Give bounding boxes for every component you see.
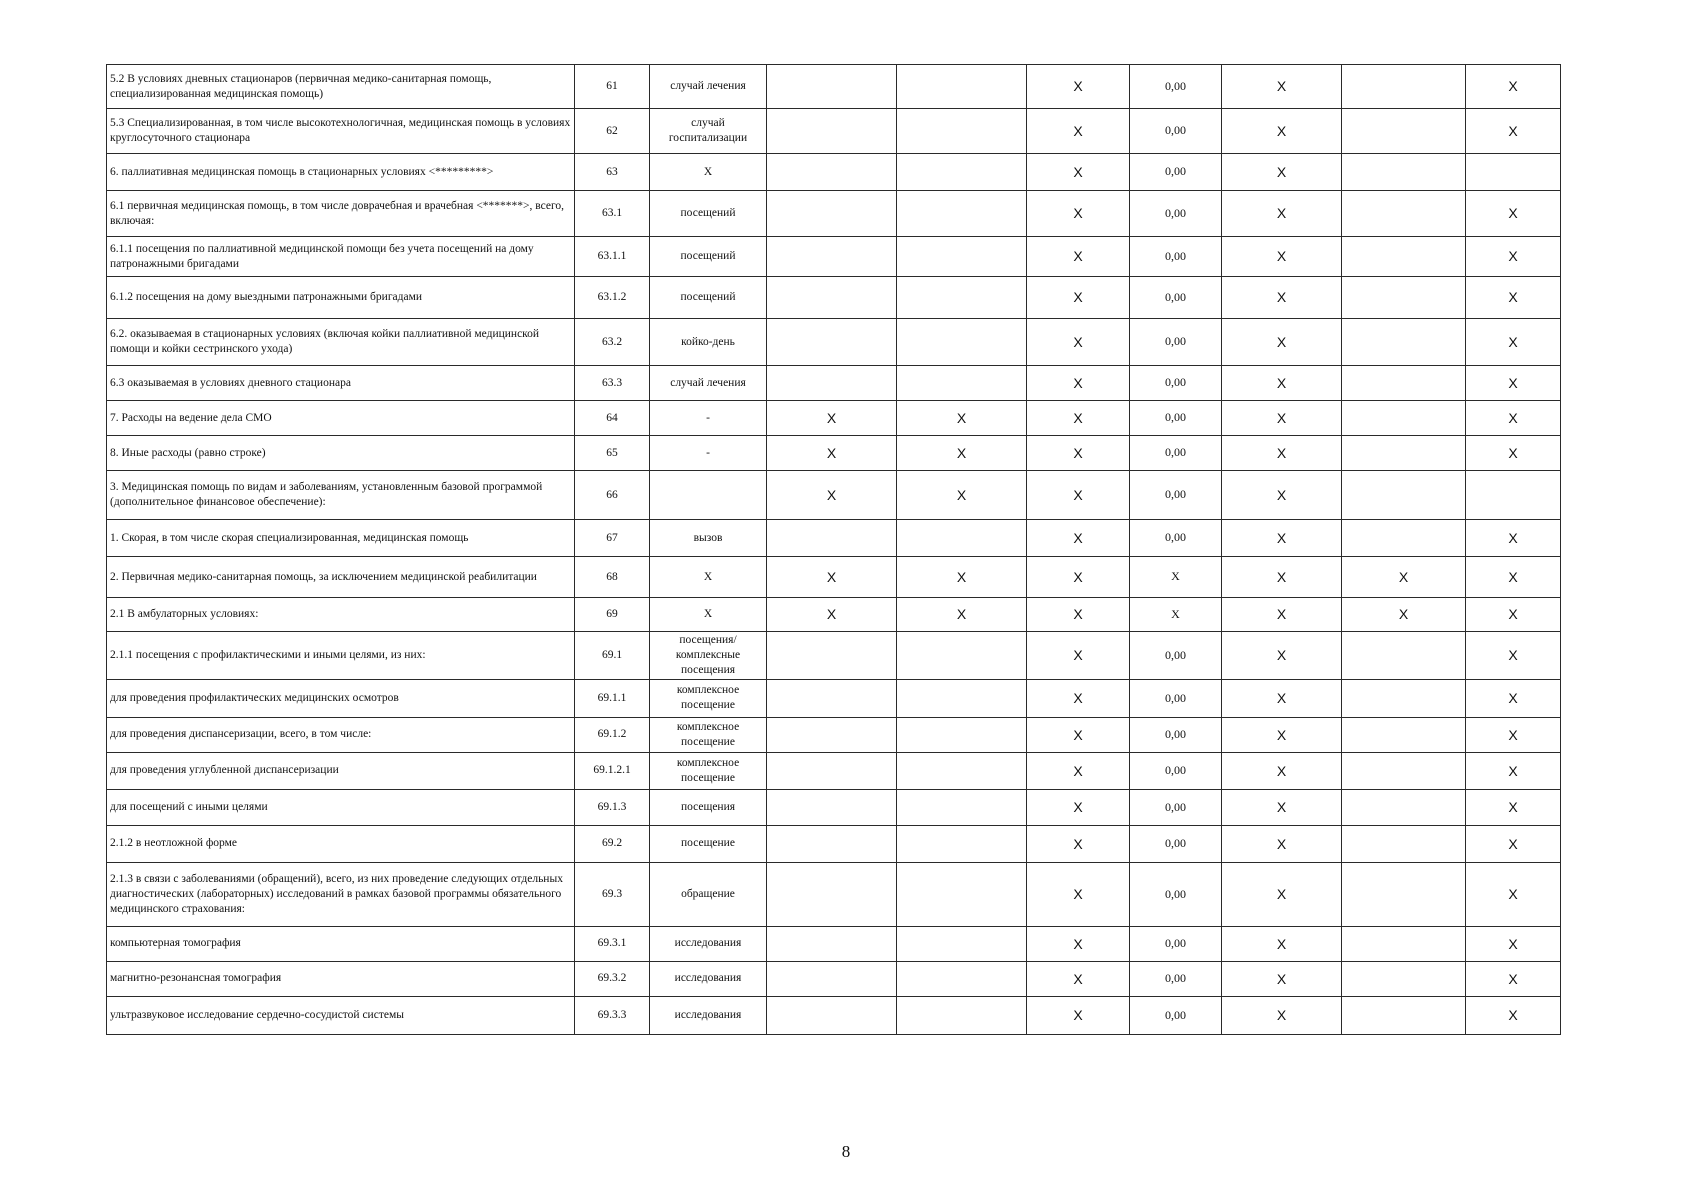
cell-col9 (1342, 191, 1466, 237)
cell-col7: 0,00 (1130, 436, 1222, 471)
table-row (107, 109, 1561, 154)
cell-col7: 0,00 (1130, 319, 1222, 366)
row-unit: вызов (650, 520, 767, 557)
row-name: 2.1.3 в связи с заболеваниями (обращений), всего, из них проведение следующих отдельных диагностических (лабораторных) исследований в рамках базовой программы обязательного медицинского страхования: (107, 862, 575, 926)
row-name: 2.1 В амбулаторных условиях: (107, 598, 575, 632)
cell-col9 (1342, 65, 1466, 109)
row-name: для проведения диспансеризации, всего, в том числе: (107, 717, 575, 752)
cell-col8: X (1222, 191, 1342, 237)
cell-col4 (767, 191, 897, 237)
cell-col7: 0,00 (1130, 996, 1222, 1034)
cell-col6: X (1027, 237, 1130, 277)
cell-col4 (767, 109, 897, 154)
row-name: 2.1.1 посещения с профилактическими и иными целями, из них: (107, 632, 575, 680)
cell-col9 (1342, 752, 1466, 789)
row-unit: X (650, 557, 767, 598)
table-row (107, 436, 1561, 471)
cell-col9 (1342, 926, 1466, 961)
table-row (107, 961, 1561, 996)
row-name: 6.2. оказываемая в стационарных условиях (включая койки паллиативной медицинской помощи и койки сестринского ухода) (107, 319, 575, 366)
cell-col6: X (1027, 154, 1130, 191)
cell-col8: X (1222, 557, 1342, 598)
table-row (107, 65, 1561, 109)
cell-col10: X (1466, 752, 1561, 789)
row-unit: случай лечения (650, 366, 767, 401)
cell-col6: X (1027, 632, 1130, 680)
row-unit: X (650, 154, 767, 191)
cell-col7: 0,00 (1130, 237, 1222, 277)
row-code: 69.1 (575, 632, 650, 680)
row-name: 5.3 Специализированная, в том числе высокотехнологичная, медицинская помощь в условиях круглосуточного стационара (107, 109, 575, 154)
cell-col6: X (1027, 520, 1130, 557)
row-name: 6.1.1 посещения по паллиативной медицинской помощи без учета посещений на дому патронажными бригадами (107, 237, 575, 277)
cell-col9 (1342, 961, 1466, 996)
cell-col5 (897, 520, 1027, 557)
cell-col9 (1342, 319, 1466, 366)
row-unit: посещения (650, 789, 767, 825)
cell-col10: X (1466, 65, 1561, 109)
cell-col10: X (1466, 598, 1561, 632)
table-row (107, 996, 1561, 1034)
row-code: 63 (575, 154, 650, 191)
cell-col8: X (1222, 154, 1342, 191)
row-code: 69.1.1 (575, 679, 650, 717)
cell-col5 (897, 789, 1027, 825)
cell-col8: X (1222, 401, 1342, 436)
cell-col6: X (1027, 65, 1130, 109)
cell-col6: X (1027, 557, 1130, 598)
cell-col8: X (1222, 679, 1342, 717)
table-row (107, 557, 1561, 598)
cell-col8: X (1222, 961, 1342, 996)
cell-col10: X (1466, 520, 1561, 557)
row-name: магнитно-резонансная томография (107, 961, 575, 996)
cell-col4: X (767, 436, 897, 471)
cell-col7: 0,00 (1130, 401, 1222, 436)
row-name: 6. паллиативная медицинская помощь в стационарных условиях <*********> (107, 154, 575, 191)
row-name: для проведения углубленной диспансеризации (107, 752, 575, 789)
cell-col5: X (897, 401, 1027, 436)
cell-col10: X (1466, 632, 1561, 680)
cell-col6: X (1027, 598, 1130, 632)
cell-col9 (1342, 401, 1466, 436)
cell-col10 (1466, 154, 1561, 191)
table-row (107, 277, 1561, 319)
row-name: для посещений с иными целями (107, 789, 575, 825)
row-code: 65 (575, 436, 650, 471)
cell-col8: X (1222, 632, 1342, 680)
cell-col8: X (1222, 366, 1342, 401)
cell-col8: X (1222, 471, 1342, 520)
cell-col10: X (1466, 319, 1561, 366)
cell-col6: X (1027, 789, 1130, 825)
cell-col7: X (1130, 598, 1222, 632)
cell-col5 (897, 825, 1027, 862)
cell-col4: X (767, 557, 897, 598)
table-row (107, 520, 1561, 557)
cell-col5: X (897, 436, 1027, 471)
cell-col4 (767, 277, 897, 319)
row-unit: комплексное посещение (650, 752, 767, 789)
cell-col6: X (1027, 679, 1130, 717)
cell-col9 (1342, 366, 1466, 401)
cell-col9 (1342, 520, 1466, 557)
row-code: 64 (575, 401, 650, 436)
cell-col5 (897, 961, 1027, 996)
row-unit: посещений (650, 191, 767, 237)
cell-col6: X (1027, 277, 1130, 319)
row-unit: X (650, 598, 767, 632)
cell-col8: X (1222, 598, 1342, 632)
cell-col6: X (1027, 366, 1130, 401)
cell-col4 (767, 789, 897, 825)
row-unit: комплексное посещение (650, 679, 767, 717)
cell-col4 (767, 520, 897, 557)
cell-col10: X (1466, 366, 1561, 401)
cell-col5 (897, 191, 1027, 237)
cell-col10 (1466, 471, 1561, 520)
cell-col8: X (1222, 862, 1342, 926)
cell-col5: X (897, 557, 1027, 598)
cell-col7: 0,00 (1130, 961, 1222, 996)
row-code: 69.3.2 (575, 961, 650, 996)
row-unit: исследования (650, 961, 767, 996)
row-unit: посещения/ комплексные посещения (650, 632, 767, 680)
cell-col7: 0,00 (1130, 862, 1222, 926)
row-unit: случай лечения (650, 65, 767, 109)
row-unit: комплексное посещение (650, 717, 767, 752)
row-code: 69.3.3 (575, 996, 650, 1034)
table-row (107, 598, 1561, 632)
cell-col9: X (1342, 598, 1466, 632)
cell-col5 (897, 926, 1027, 961)
row-name: 2.1.2 в неотложной форме (107, 825, 575, 862)
row-unit: койко-день (650, 319, 767, 366)
cell-col10: X (1466, 996, 1561, 1034)
cell-col10: X (1466, 789, 1561, 825)
cell-col9 (1342, 825, 1466, 862)
row-code: 63.1.2 (575, 277, 650, 319)
cell-col9 (1342, 679, 1466, 717)
cell-col8: X (1222, 109, 1342, 154)
row-name: 2. Первичная медико-санитарная помощь, за исключением медицинской реабилитации (107, 557, 575, 598)
cell-col7: 0,00 (1130, 154, 1222, 191)
cell-col10: X (1466, 961, 1561, 996)
cell-col6: X (1027, 862, 1130, 926)
table-row (107, 789, 1561, 825)
row-unit (650, 471, 767, 520)
cell-col6: X (1027, 996, 1130, 1034)
row-name: для проведения профилактических медицинских осмотров (107, 679, 575, 717)
cell-col9 (1342, 632, 1466, 680)
cell-col4 (767, 679, 897, 717)
cell-col4 (767, 825, 897, 862)
table-row (107, 862, 1561, 926)
row-name: 6.1.2 посещения на дому выездными патронажными бригадами (107, 277, 575, 319)
table-row (107, 237, 1561, 277)
table-row (107, 191, 1561, 237)
table-row (107, 319, 1561, 366)
cell-col6: X (1027, 825, 1130, 862)
cell-col9: X (1342, 557, 1466, 598)
row-code: 63.1 (575, 191, 650, 237)
table-row (107, 679, 1561, 717)
cell-col7: X (1130, 557, 1222, 598)
cell-col7: 0,00 (1130, 632, 1222, 680)
cell-col9 (1342, 237, 1466, 277)
cell-col4 (767, 366, 897, 401)
table-body (107, 65, 1561, 1035)
cell-col4 (767, 632, 897, 680)
cell-col7: 0,00 (1130, 679, 1222, 717)
cell-col6: X (1027, 717, 1130, 752)
cell-col5 (897, 679, 1027, 717)
cell-col8: X (1222, 520, 1342, 557)
cell-col7: 0,00 (1130, 109, 1222, 154)
table-row (107, 825, 1561, 862)
cell-col10: X (1466, 926, 1561, 961)
row-unit: посещений (650, 277, 767, 319)
cell-col5 (897, 717, 1027, 752)
row-code: 68 (575, 557, 650, 598)
cell-col7: 0,00 (1130, 825, 1222, 862)
cell-col5 (897, 862, 1027, 926)
cell-col4: X (767, 598, 897, 632)
row-name: 3. Медицинская помощь по видам и заболеваниям, установленным базовой программой (дополнительное финансовое обеспечение): (107, 471, 575, 520)
cell-col5 (897, 996, 1027, 1034)
cell-col9 (1342, 717, 1466, 752)
row-unit: случай госпитализации (650, 109, 767, 154)
table-row (107, 632, 1561, 680)
cell-col4 (767, 237, 897, 277)
cell-col4: X (767, 471, 897, 520)
cell-col9 (1342, 996, 1466, 1034)
cell-col8: X (1222, 277, 1342, 319)
cell-col5 (897, 277, 1027, 319)
row-code: 69.1.2.1 (575, 752, 650, 789)
page-number: 8 (841, 1142, 851, 1161)
cell-col8: X (1222, 717, 1342, 752)
cell-col6: X (1027, 319, 1130, 366)
row-unit: обращение (650, 862, 767, 926)
cell-col7: 0,00 (1130, 520, 1222, 557)
row-code: 61 (575, 65, 650, 109)
cell-col8: X (1222, 436, 1342, 471)
row-code: 63.2 (575, 319, 650, 366)
cell-col4 (767, 717, 897, 752)
cell-col5 (897, 632, 1027, 680)
cell-col7: 0,00 (1130, 366, 1222, 401)
cell-col5 (897, 752, 1027, 789)
row-unit: - (650, 436, 767, 471)
row-code: 67 (575, 520, 650, 557)
cell-col8: X (1222, 825, 1342, 862)
cell-col4 (767, 862, 897, 926)
cell-col10: X (1466, 717, 1561, 752)
cell-col5 (897, 109, 1027, 154)
cell-col8: X (1222, 996, 1342, 1034)
row-code: 69.3.1 (575, 926, 650, 961)
table-row (107, 717, 1561, 752)
cell-col5 (897, 65, 1027, 109)
cell-col9 (1342, 154, 1466, 191)
row-unit: посещений (650, 237, 767, 277)
cell-col4 (767, 154, 897, 191)
cell-col9 (1342, 436, 1466, 471)
cell-col5 (897, 154, 1027, 191)
cell-col6: X (1027, 471, 1130, 520)
row-name: 6.1 первичная медицинская помощь, в том числе доврачебная и врачебная <*******>, всего, включая: (107, 191, 575, 237)
cell-col5 (897, 237, 1027, 277)
cell-col7: 0,00 (1130, 752, 1222, 789)
cell-col8: X (1222, 926, 1342, 961)
cell-col8: X (1222, 237, 1342, 277)
row-code: 69.2 (575, 825, 650, 862)
cell-col7: 0,00 (1130, 926, 1222, 961)
tariff-table (106, 64, 1561, 1035)
row-code: 69 (575, 598, 650, 632)
cell-col6: X (1027, 436, 1130, 471)
table-row (107, 752, 1561, 789)
row-name: 6.3 оказываемая в условиях дневного стационара (107, 366, 575, 401)
cell-col4 (767, 319, 897, 366)
cell-col9 (1342, 277, 1466, 319)
cell-col4 (767, 752, 897, 789)
cell-col7: 0,00 (1130, 789, 1222, 825)
cell-col7: 0,00 (1130, 471, 1222, 520)
cell-col7: 0,00 (1130, 191, 1222, 237)
cell-col10: X (1466, 401, 1561, 436)
table-row (107, 401, 1561, 436)
table-row (107, 926, 1561, 961)
row-code: 69.1.2 (575, 717, 650, 752)
table-row (107, 471, 1561, 520)
cell-col10: X (1466, 191, 1561, 237)
cell-col10: X (1466, 862, 1561, 926)
cell-col9 (1342, 109, 1466, 154)
cell-col7: 0,00 (1130, 717, 1222, 752)
cell-col8: X (1222, 752, 1342, 789)
row-code: 63.3 (575, 366, 650, 401)
cell-col5 (897, 319, 1027, 366)
cell-col6: X (1027, 191, 1130, 237)
cell-col9 (1342, 789, 1466, 825)
row-name: компьютерная томография (107, 926, 575, 961)
cell-col5: X (897, 598, 1027, 632)
cell-col7: 0,00 (1130, 277, 1222, 319)
row-name: ультразвуковое исследование сердечно-сосудистой системы (107, 996, 575, 1034)
cell-col5 (897, 366, 1027, 401)
cell-col8: X (1222, 789, 1342, 825)
row-name: 1. Скорая, в том числе скорая специализированная, медицинская помощь (107, 520, 575, 557)
row-name: 7. Расходы на ведение дела СМО (107, 401, 575, 436)
cell-col10: X (1466, 557, 1561, 598)
row-unit: исследования (650, 996, 767, 1034)
cell-col8: X (1222, 65, 1342, 109)
row-code: 62 (575, 109, 650, 154)
row-code: 63.1.1 (575, 237, 650, 277)
cell-col6: X (1027, 109, 1130, 154)
cell-col10: X (1466, 679, 1561, 717)
cell-col9 (1342, 471, 1466, 520)
row-name: 5.2 В условиях дневных стационаров (первичная медико-санитарная помощь, специализированная медицинская помощь) (107, 65, 575, 109)
row-unit: - (650, 401, 767, 436)
cell-col6: X (1027, 401, 1130, 436)
cell-col10: X (1466, 237, 1561, 277)
cell-col10: X (1466, 109, 1561, 154)
cell-col4 (767, 961, 897, 996)
table-row (107, 366, 1561, 401)
cell-col10: X (1466, 277, 1561, 319)
row-unit: исследования (650, 926, 767, 961)
table-row (107, 154, 1561, 191)
cell-col4 (767, 926, 897, 961)
cell-col9 (1342, 862, 1466, 926)
cell-col10: X (1466, 825, 1561, 862)
cell-col8: X (1222, 319, 1342, 366)
row-code: 66 (575, 471, 650, 520)
row-code: 69.3 (575, 862, 650, 926)
cell-col4 (767, 996, 897, 1034)
cell-col6: X (1027, 752, 1130, 789)
cell-col5: X (897, 471, 1027, 520)
cell-col7: 0,00 (1130, 65, 1222, 109)
cell-col10: X (1466, 436, 1561, 471)
cell-col4: X (767, 401, 897, 436)
cell-col6: X (1027, 961, 1130, 996)
row-name: 8. Иные расходы (равно строке) (107, 436, 575, 471)
row-unit: посещение (650, 825, 767, 862)
cell-col6: X (1027, 926, 1130, 961)
cell-col4 (767, 65, 897, 109)
row-code: 69.1.3 (575, 789, 650, 825)
